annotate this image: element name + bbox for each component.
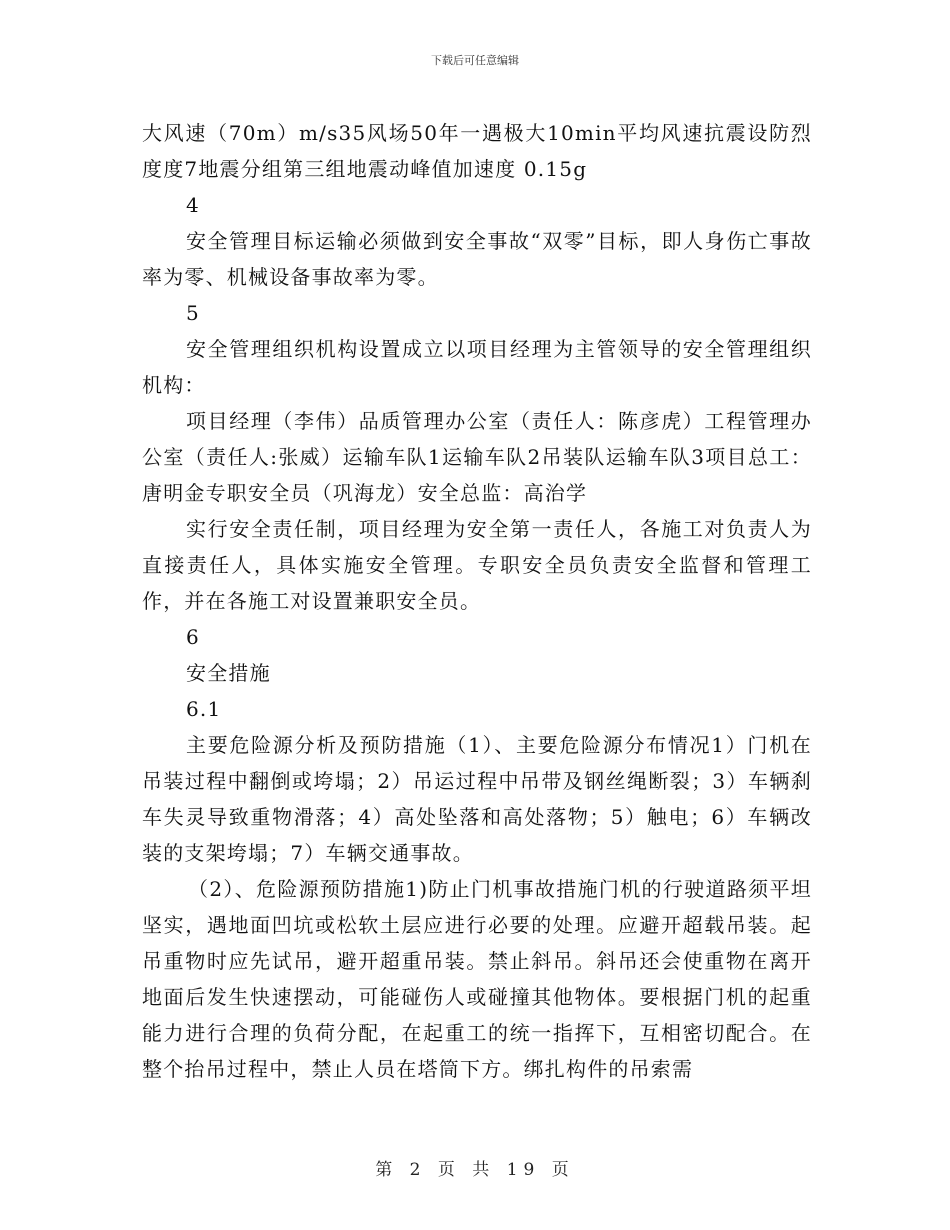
page-footer: 第 2 页 共 19 页 xyxy=(375,1160,575,1180)
section-number-6-1: 6.1 xyxy=(186,697,222,721)
paragraph-wind-seismic: 大风速（70m）m/s35风场50年一遇极大10min平均风速抗震设防烈度度7地震分组第三组地震动峰值加速度 0.15g xyxy=(142,121,812,181)
paragraph-personnel: 项目经理（李伟）品质管理办公室（责任人：陈彦虎）工程管理办公室（责任人:张威）运输车队1运输车队2吊装队运输车队3项目总工：唐明金专职安全员（巩海龙）安全总监：高治学 xyxy=(142,409,812,505)
section-title-safety-measures: 安全措施 xyxy=(186,661,271,685)
page-header: 下载后可任意编辑 xyxy=(431,54,519,67)
section-number-6: 6 xyxy=(186,625,200,649)
paragraph-organization: 安全管理组织机构设置成立以项目经理为主管领导的安全管理组织机构： xyxy=(142,337,812,397)
paragraph-responsibility: 实行安全责任制，项目经理为安全第一责任人，各施工对负责人为直接责任人，具体实施安全管理。专职安全员负责安全监督和管理工作，并在各施工对设置兼职安全员。 xyxy=(142,517,812,613)
paragraph-hazard-prevention: （2）、危险源预防措施1)防止门机事故措施门机的行驶道路须平坦坚实，遇地面凹坑或松软土层应进行必要的处理。应避开超载吊装。起吊重物时应先试吊，避开超重吊装。禁止斜吊。斜吊还会使重物在离开地面后发生快速摆动，可能碰伤人或碰撞其他物体。要根据门机的起重能力进行合理的负荷分配，在起重工的统一指挥下，互相密切配合。在整个抬吊过程中，禁止人员在塔筒下方。绑扎构件的吊索需 xyxy=(142,877,812,1081)
paragraph-safety-target: 安全管理目标运输必须做到安全事故“双零”目标，即人身伤亡事故率为零、机械设备事故率为零。 xyxy=(142,229,812,289)
document-body xyxy=(142,115,812,1087)
section-number-4: 4 xyxy=(186,193,200,217)
paragraph-hazard-analysis: 主要危险源分析及预防措施（1）、主要危险源分布情况1）门机在吊装过程中翻倒或垮塌；2）吊运过程中吊带及钢丝绳断裂；3）车辆刹车失灵导致重物滑落；4）高处坠落和高处落物；5）触电；6）车辆改装的支架垮塌；7）车辆交通事故。 xyxy=(142,733,812,865)
section-number-5: 5 xyxy=(186,301,200,325)
